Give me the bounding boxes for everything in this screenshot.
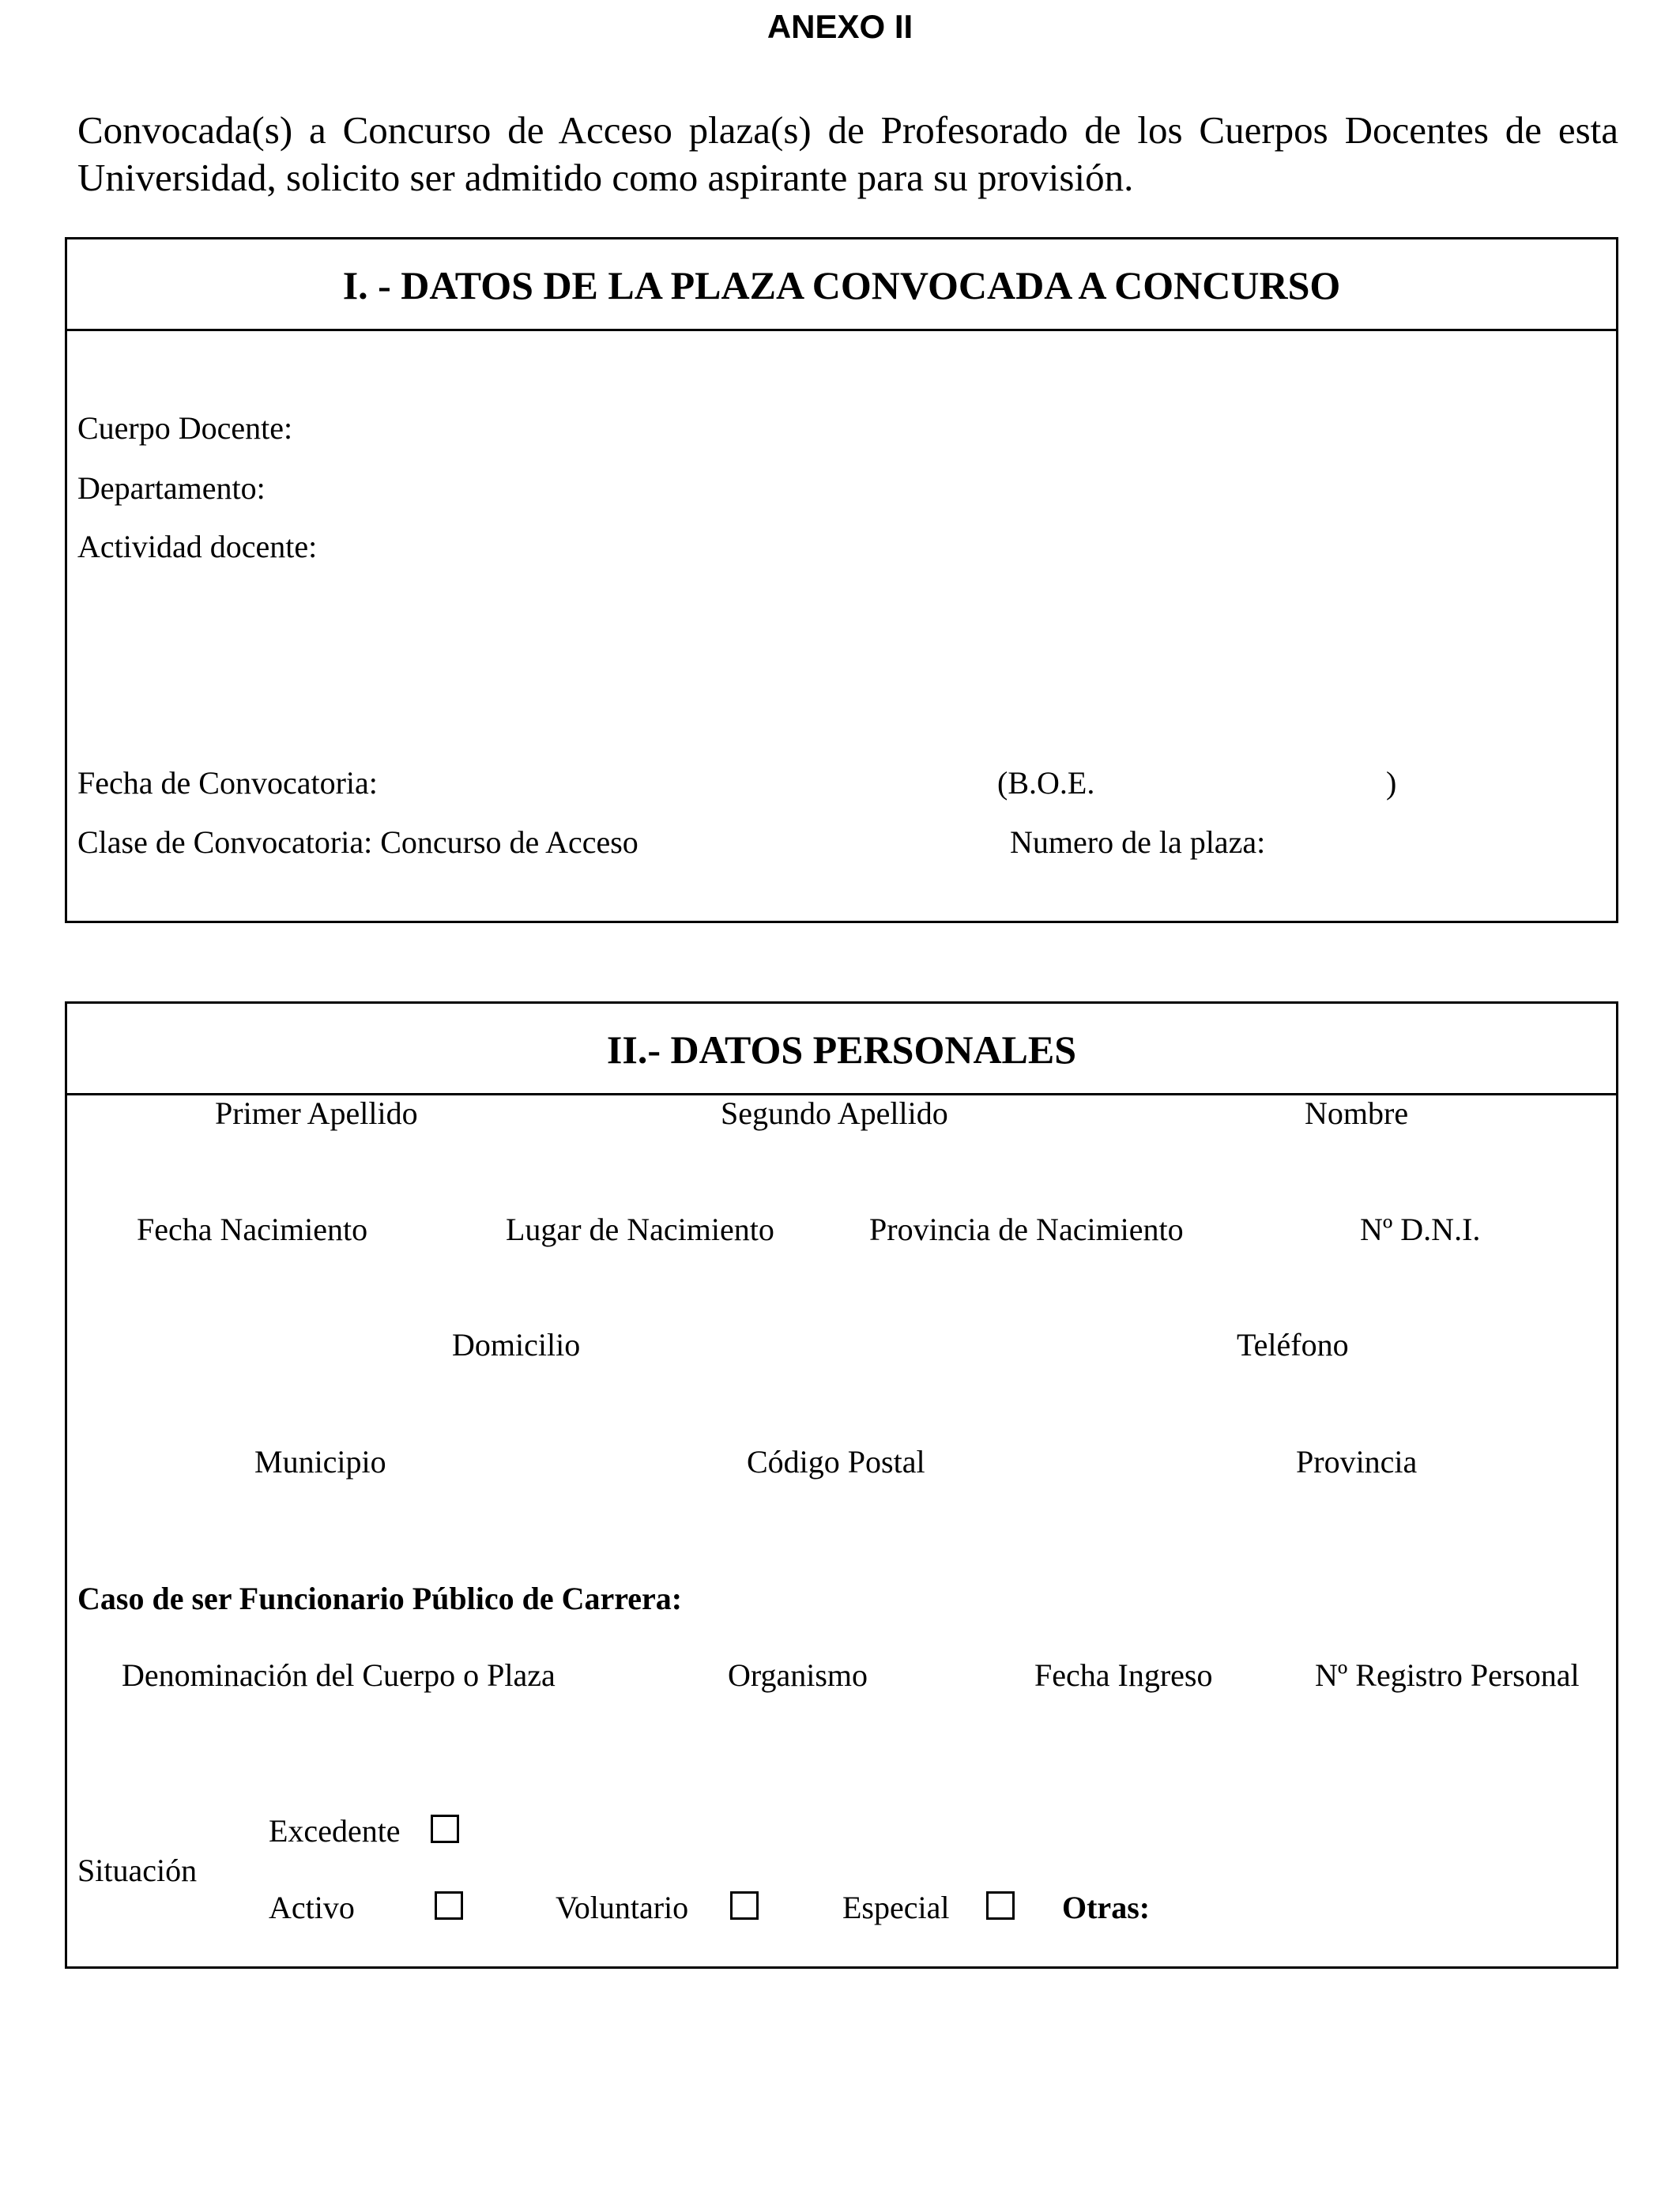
boe-close: ) <box>1386 765 1397 801</box>
page-title: ANEXO II <box>767 8 913 45</box>
voluntario-label: Voluntario <box>556 1890 689 1925</box>
activo-label: Activo <box>269 1890 355 1925</box>
registro-personal-label: Nº Registro Personal <box>1315 1657 1580 1693</box>
primer-apellido-label: Primer Apellido <box>215 1095 418 1131</box>
denominacion-label: Denominación del Cuerpo o Plaza <box>122 1657 556 1693</box>
nombre-label: Nombre <box>1305 1095 1409 1131</box>
actividad-docente-label: Actividad docente: <box>77 529 318 564</box>
departamento-label: Departamento: <box>77 470 266 506</box>
provincia-nacimiento-label: Provincia de Nacimiento <box>869 1212 1184 1247</box>
dni-label: Nº D.N.I. <box>1360 1212 1481 1247</box>
situacion-label: Situación <box>77 1853 198 1888</box>
domicilio-label: Domicilio <box>452 1327 581 1363</box>
codigo-postal-label: Código Postal <box>747 1444 925 1480</box>
section-plaza-heading: I. - DATOS DE LA PLAZA CONVOCADA A CONCURSO <box>67 239 1616 331</box>
municipio-label: Municipio <box>254 1444 386 1480</box>
numero-plaza-label: Numero de la plaza: <box>1010 824 1266 860</box>
fecha-ingreso-label: Fecha Ingreso <box>1034 1657 1213 1693</box>
voluntario-checkbox[interactable] <box>730 1891 759 1920</box>
organismo-label: Organismo <box>728 1657 868 1693</box>
boe-label: (B.O.E. <box>997 765 1095 801</box>
provincia-label: Provincia <box>1296 1444 1418 1480</box>
activo-checkbox[interactable] <box>435 1891 463 1920</box>
telefono-label: Teléfono <box>1237 1327 1349 1363</box>
cuerpo-docente-label: Cuerpo Docente: <box>77 410 293 446</box>
section-personales-heading: II.- DATOS PERSONALES <box>67 1004 1616 1095</box>
excedente-checkbox[interactable] <box>431 1815 459 1843</box>
especial-label: Especial <box>842 1890 950 1925</box>
funcionario-heading: Caso de ser Funcionario Público de Carrera: <box>77 1581 683 1616</box>
otras-label: Otras: <box>1062 1890 1151 1925</box>
lugar-nacimiento-label: Lugar de Nacimiento <box>506 1212 774 1247</box>
clase-convocatoria-label: Clase de Convocatoria: Concurso de Acceso <box>77 824 638 860</box>
section-plaza <box>65 237 1618 923</box>
intro-paragraph: Convocada(s) a Concurso de Acceso plaza(s) de Profesorado de los Cuerpos Docentes de esta Universidad, solicito ser admitido como aspirante para su provisión. <box>77 108 1618 199</box>
fecha-convocatoria-label: Fecha de Convocatoria: <box>77 765 378 801</box>
excedente-label: Excedente <box>269 1813 401 1849</box>
especial-checkbox[interactable] <box>986 1891 1015 1920</box>
segundo-apellido-label: Segundo Apellido <box>721 1095 948 1131</box>
fecha-nacimiento-label: Fecha Nacimiento <box>137 1212 368 1247</box>
